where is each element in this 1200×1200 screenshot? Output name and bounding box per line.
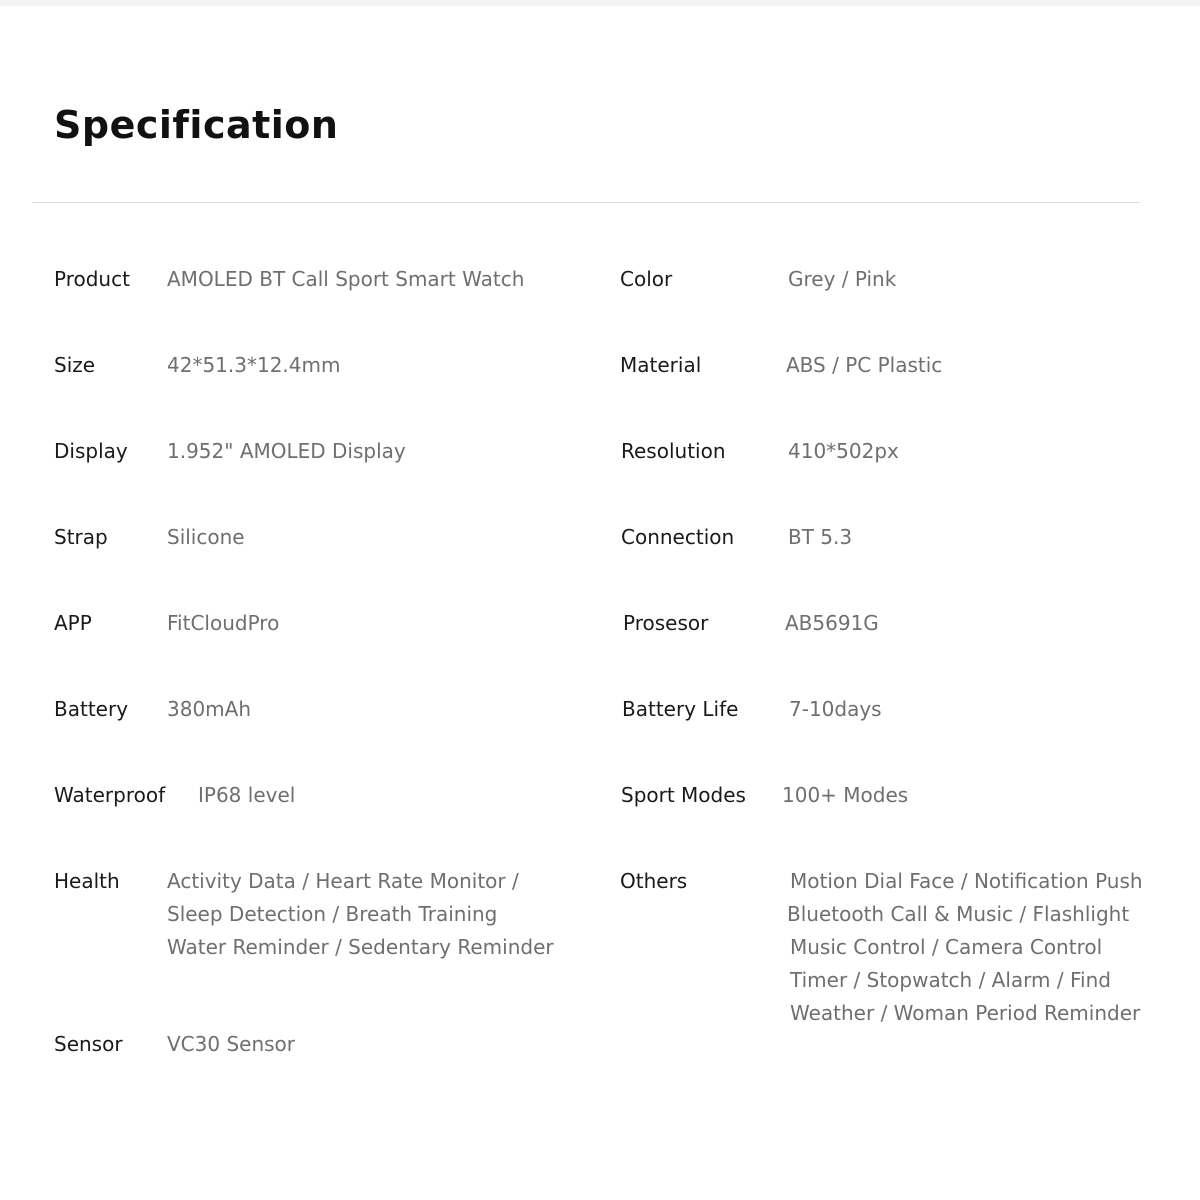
top-strip xyxy=(0,0,1200,6)
spec-label-battery: Battery xyxy=(54,697,129,721)
spec-label-color: Color xyxy=(620,267,673,291)
spec-value-connection xyxy=(788,521,852,554)
spec-value-resolution xyxy=(788,435,899,468)
spec-value-line: BT 5.3 xyxy=(788,525,853,549)
spec-value-line: AB5691G xyxy=(785,611,879,635)
spec-value-sensor xyxy=(167,1028,295,1061)
spec-label-strap: Strap xyxy=(54,525,108,549)
spec-value-waterproof xyxy=(198,779,295,812)
spec-label-prosesor: Prosesor xyxy=(623,611,709,635)
spec-value-color xyxy=(788,263,896,296)
spec-label-battery-life: Battery Life xyxy=(622,697,739,721)
spec-value-line: Bluetooth Call & Music / Flashlight xyxy=(787,902,1130,926)
spec-label-size: Size xyxy=(54,353,96,377)
spec-value-line: Motion Dial Face / Notification Push xyxy=(790,869,1143,893)
spec-value-prosesor xyxy=(785,607,879,640)
spec-value-size xyxy=(167,349,340,382)
spec-value-health xyxy=(167,865,554,964)
spec-label-others: Others xyxy=(620,869,688,893)
spec-value-line: 100+ Modes xyxy=(782,783,909,807)
spec-value-line: 410*502px xyxy=(788,439,899,463)
spec-value-material xyxy=(786,349,942,382)
spec-value-display xyxy=(167,435,406,468)
spec-label-waterproof: Waterproof xyxy=(54,783,166,807)
spec-value-line: Activity Data / Heart Rate Monitor / xyxy=(167,869,519,893)
page-title: Specification xyxy=(54,103,339,147)
spec-value-line: 42*51.3*12.4mm xyxy=(167,353,341,377)
spec-value-line: AMOLED BT Call Sport Smart Watch xyxy=(167,267,525,291)
spec-value-line: Silicone xyxy=(167,525,245,549)
spec-label-app: APP xyxy=(54,611,92,635)
spec-value-line: FitCloudPro xyxy=(167,611,280,635)
spec-value-app xyxy=(167,607,279,640)
spec-value-line: 7-10days xyxy=(789,697,882,721)
spec-value-line: Timer / Stopwatch / Alarm / Find xyxy=(790,968,1111,992)
spec-label-material: Material xyxy=(620,353,702,377)
spec-value-sport-modes xyxy=(782,779,908,812)
spec-label-display: Display xyxy=(54,439,128,463)
spec-value-line: Grey / Pink xyxy=(788,267,897,291)
spec-value-strap xyxy=(167,521,245,554)
spec-label-sensor: Sensor xyxy=(54,1032,123,1056)
spec-value-product xyxy=(167,263,524,296)
spec-value-line: Water Reminder / Sedentary Reminder xyxy=(167,935,554,959)
spec-value-line: Weather / Woman Period Reminder xyxy=(790,1001,1141,1025)
spec-value-line: Sleep Detection / Breath Training xyxy=(167,902,498,926)
spec-value-line: ABS / PC Plastic xyxy=(786,353,943,377)
spec-value-battery-life xyxy=(789,693,882,726)
spec-value-others xyxy=(787,865,1143,1030)
spec-value-line: Music Control / Camera Control xyxy=(790,935,1103,959)
spec-value-line: VC30 Sensor xyxy=(167,1032,296,1056)
spec-label-health: Health xyxy=(54,869,120,893)
spec-label-resolution: Resolution xyxy=(621,439,726,463)
divider xyxy=(32,202,1140,203)
spec-value-line: IP68 level xyxy=(198,783,296,807)
spec-label-sport-modes: Sport Modes xyxy=(621,783,746,807)
spec-value-line: 380mAh xyxy=(167,697,252,721)
spec-value-line: 1.952" AMOLED Display xyxy=(167,439,406,463)
spec-value-battery xyxy=(167,693,251,726)
spec-label-connection: Connection xyxy=(621,525,735,549)
spec-label-product: Product xyxy=(54,267,130,291)
